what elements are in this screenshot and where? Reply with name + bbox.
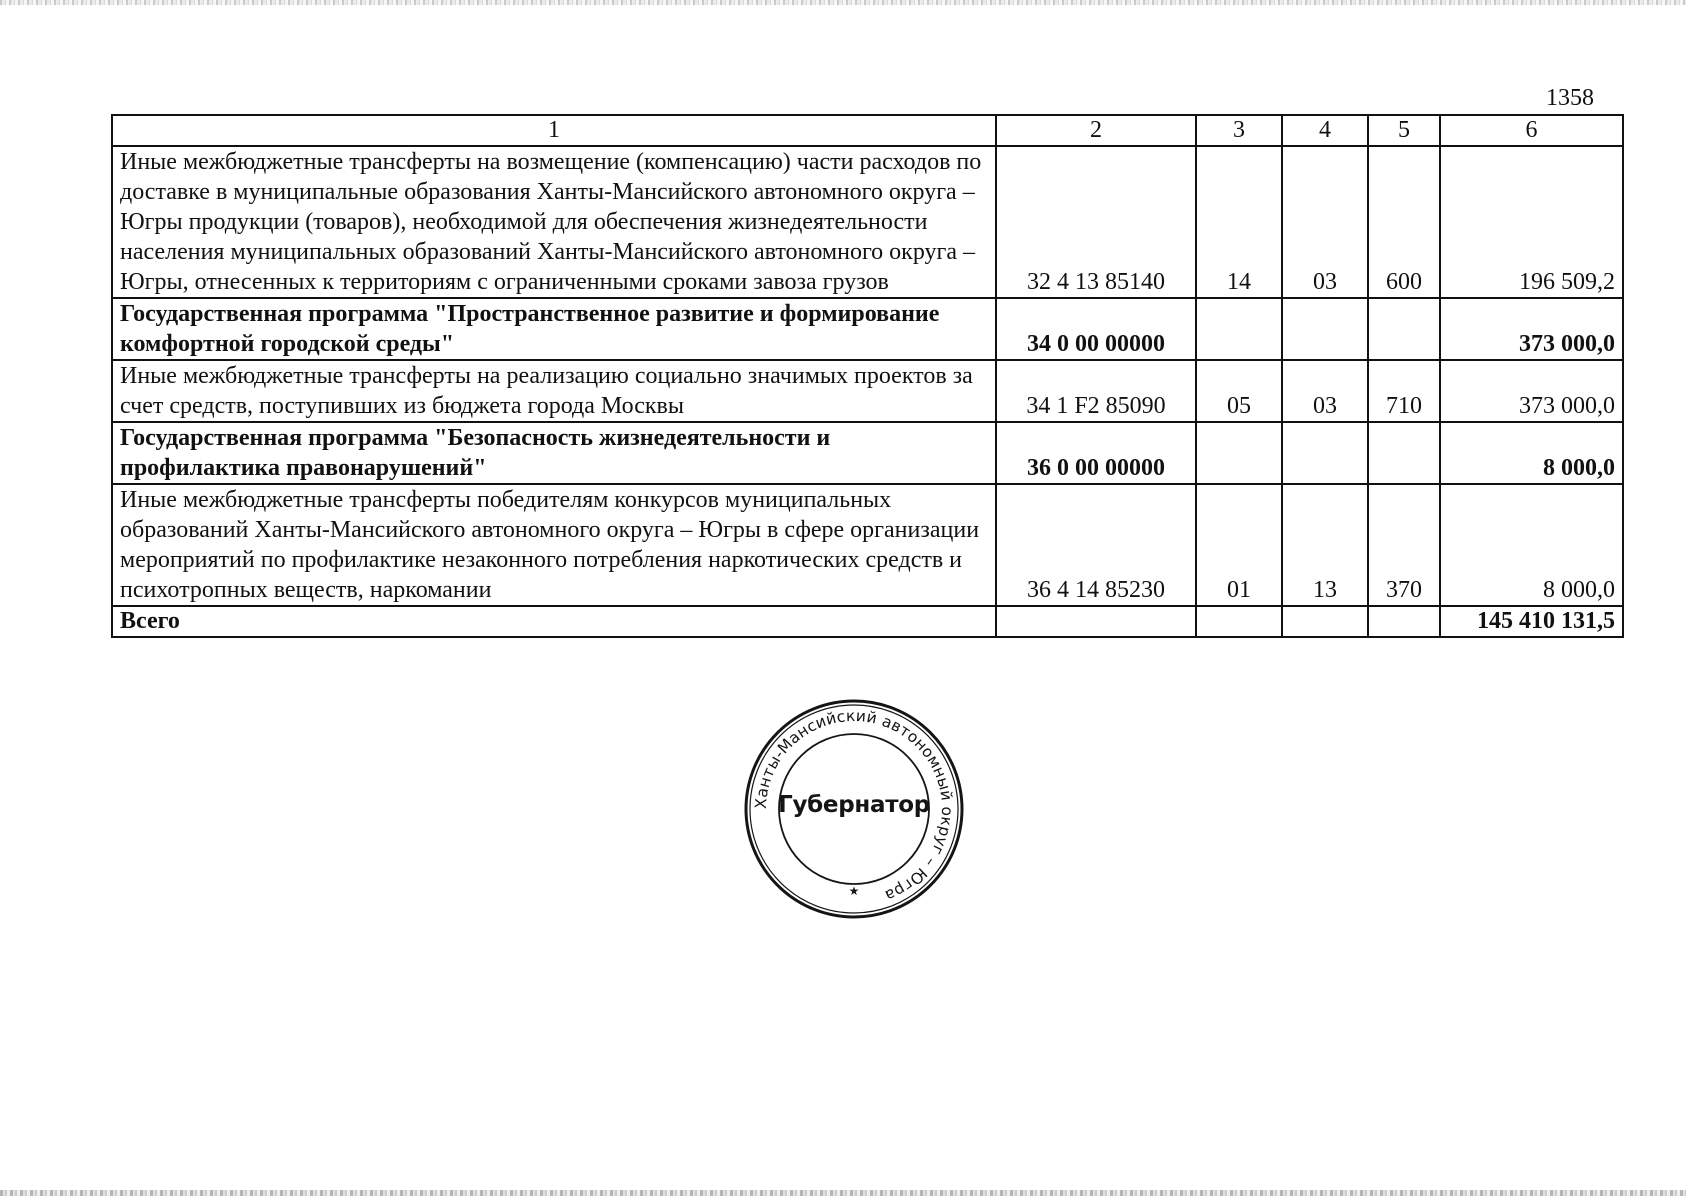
row-name: Иные межбюджетные трансферты на реализацию социально значимых проектов за счет средств, поступивших из бюджета города Москвы <box>112 360 996 422</box>
row-section: 05 <box>1196 360 1282 422</box>
star-icon: ★ <box>848 884 860 898</box>
total-empty-cell <box>1196 606 1282 637</box>
row-code: 34 1 F2 85090 <box>996 360 1196 422</box>
row-expense-type: 600 <box>1368 146 1440 298</box>
row-subsection <box>1282 298 1368 360</box>
row-code: 34 0 00 00000 <box>996 298 1196 360</box>
row-name: Государственная программа "Безопасность жизнедеятельности и профилактика правонарушений" <box>112 422 996 484</box>
row-name: Государственная программа "Пространственное развитие и формирование комфортной городской среды" <box>112 298 996 360</box>
table-row-program <box>112 298 1623 360</box>
scan-edge-bottom <box>0 1190 1686 1196</box>
table-row <box>112 360 1623 422</box>
row-section <box>1196 298 1282 360</box>
page-number: 1358 <box>1546 85 1594 111</box>
budget-table <box>111 114 1624 638</box>
row-section: 14 <box>1196 146 1282 298</box>
table-row <box>112 484 1623 606</box>
header-cell: 4 <box>1282 115 1368 146</box>
header-cell: 1 <box>112 115 996 146</box>
row-name: Иные межбюджетные трансферты победителям конкурсов муниципальных образований Ханты-Мансийского автономного округа – Югры в сфере организации мероприятий по профилактике незаконного потребления наркотических средств и психотропных веществ, наркомании <box>112 484 996 606</box>
header-row <box>112 115 1623 146</box>
scan-edge-top <box>0 0 1686 5</box>
row-subsection: 13 <box>1282 484 1368 606</box>
row-subsection: 03 <box>1282 146 1368 298</box>
row-amount: 8 000,0 <box>1440 484 1623 606</box>
total-empty-cell <box>1282 606 1368 637</box>
header-cell: 2 <box>996 115 1196 146</box>
header-cell: 5 <box>1368 115 1440 146</box>
total-amount: 145 410 131,5 <box>1440 606 1623 637</box>
seal-ring-text: Ханты-Мансийский автономный округ – Югра <box>751 706 957 905</box>
row-subsection <box>1282 422 1368 484</box>
row-amount: 8 000,0 <box>1440 422 1623 484</box>
row-expense-type: 370 <box>1368 484 1440 606</box>
row-code: 36 0 00 00000 <box>996 422 1196 484</box>
row-amount: 373 000,0 <box>1440 298 1623 360</box>
row-amount: 196 509,2 <box>1440 146 1623 298</box>
row-section <box>1196 422 1282 484</box>
total-label: Всего <box>112 606 996 637</box>
header-cell: 6 <box>1440 115 1623 146</box>
table-row <box>112 146 1623 298</box>
row-subsection: 03 <box>1282 360 1368 422</box>
seal-center-text: Губернатор <box>778 792 930 818</box>
row-name: Иные межбюджетные трансферты на возмещение (компенсацию) части расходов по доставке в муниципальные образования Ханты-Мансийского автономного округа – Югры продукции (товаров), необходимой для обеспечения жизнедеятельности населения муниципальных образований Ханты-Мансийского автономного округа – Югры, отнесенных к территориям с ограниченными сроками завоза грузов <box>112 146 996 298</box>
header-cell: 3 <box>1196 115 1282 146</box>
table-row-program <box>112 422 1623 484</box>
row-section: 01 <box>1196 484 1282 606</box>
row-code: 36 4 14 85230 <box>996 484 1196 606</box>
total-empty-cell <box>1368 606 1440 637</box>
total-row <box>112 606 1623 637</box>
governor-seal <box>743 698 965 920</box>
row-amount: 373 000,0 <box>1440 360 1623 422</box>
row-expense-type <box>1368 422 1440 484</box>
row-expense-type: 710 <box>1368 360 1440 422</box>
row-code: 32 4 13 85140 <box>996 146 1196 298</box>
total-empty-cell <box>996 606 1196 637</box>
row-expense-type <box>1368 298 1440 360</box>
